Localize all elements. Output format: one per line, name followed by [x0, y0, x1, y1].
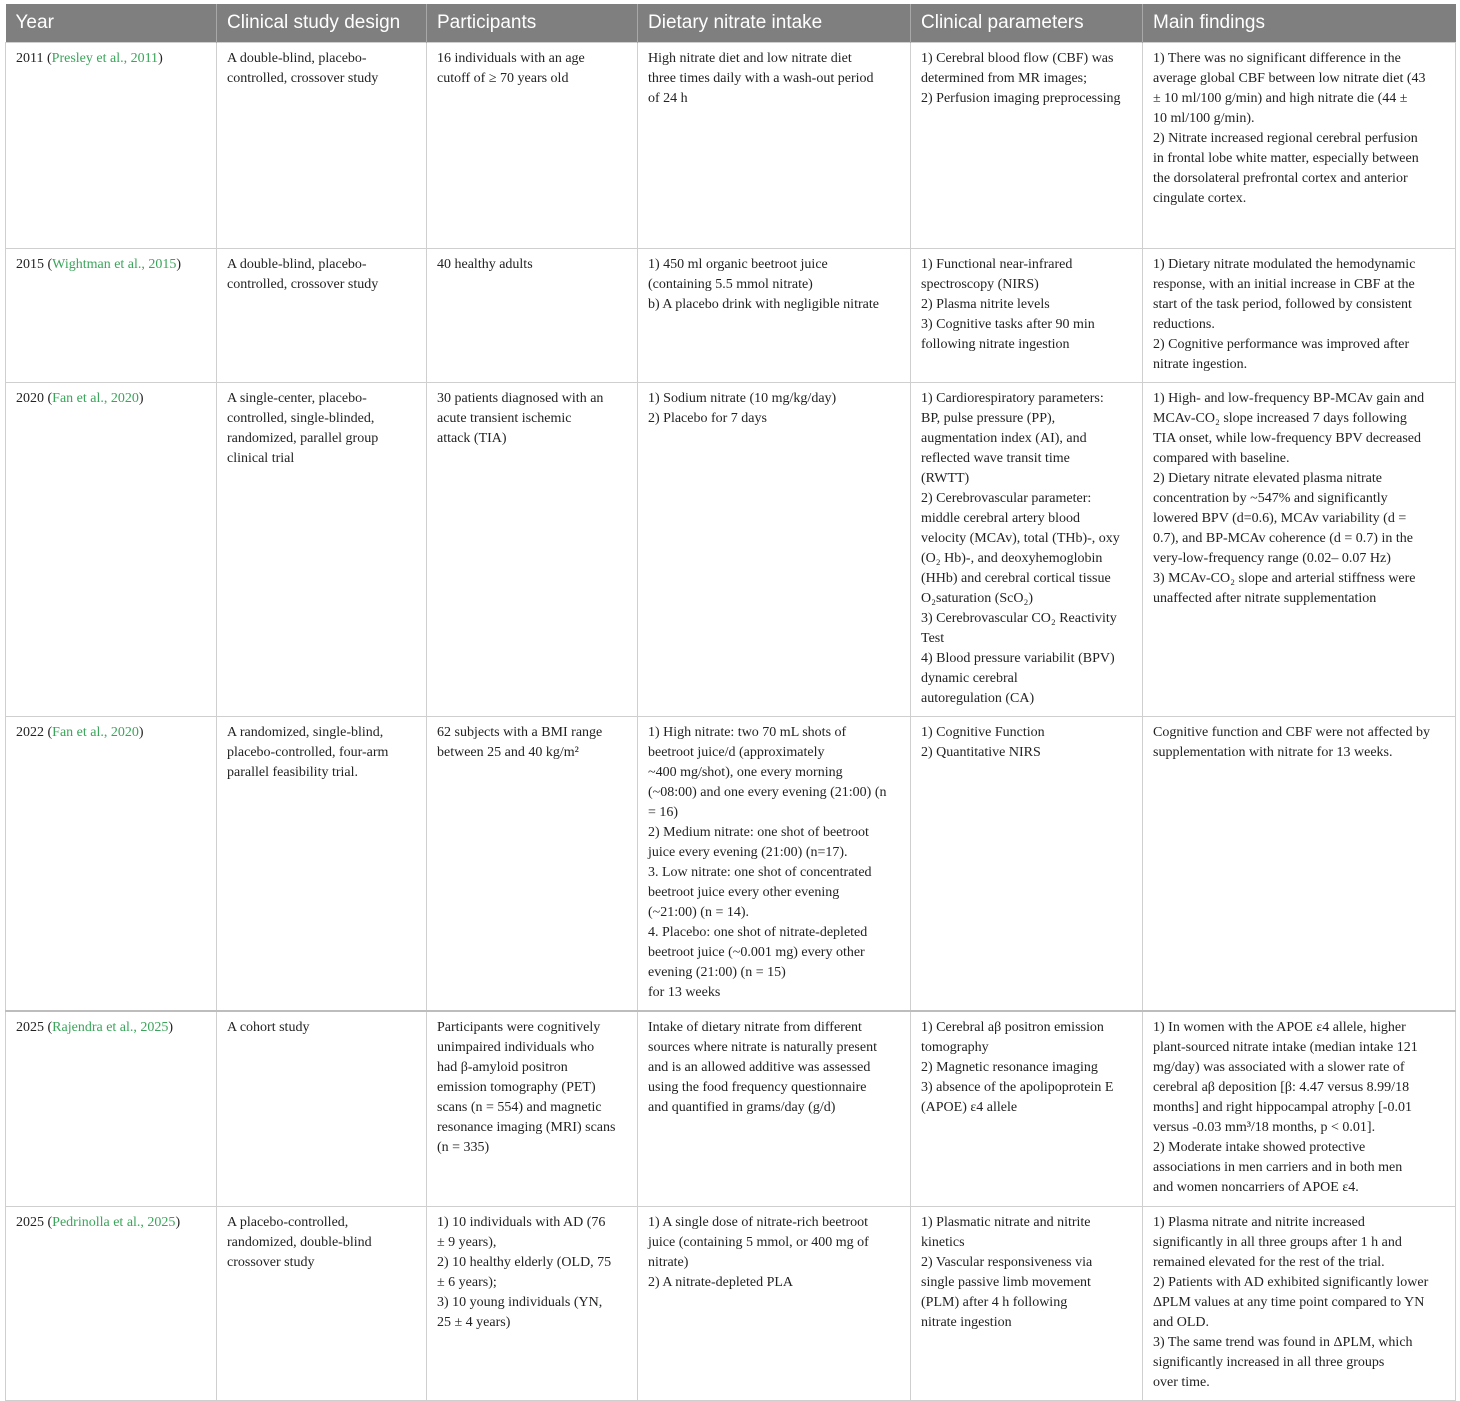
- cell-text-line: 1) High nitrate: two 70 mL shots of: [648, 725, 847, 740]
- cell-text-line: 3) 10 young individuals (YN,: [437, 1295, 603, 1310]
- cell-text-line: 2) Magnetic resonance imaging: [921, 1059, 1098, 1075]
- citation-link[interactable]: Presley et al., 2011: [51, 51, 159, 66]
- cell-text-line: 2) Moderate intake showed protective: [1153, 1139, 1366, 1155]
- cell-text-line: had β-amyloid positron: [437, 1059, 568, 1075]
- cell-text-line: 16 individuals with an age: [437, 51, 585, 66]
- table-header: [6, 4, 1456, 43]
- cell-text-line: 2) Vascular responsiveness via: [921, 1255, 1093, 1270]
- cell-text-line: between 25 and 40 kg/m²: [437, 745, 579, 760]
- citation-link[interactable]: Fan et al., 2020: [52, 725, 139, 740]
- cell-text-line: High nitrate diet and low nitrate diet: [648, 51, 852, 66]
- cell-text-line: using the food frequency questionnaire: [648, 1079, 867, 1095]
- intake-cell: [638, 383, 911, 717]
- parameters-cell: [911, 249, 1143, 383]
- cell-text-line: MCAv-CO₂ slope increased 7 days following: [1153, 411, 1407, 426]
- cell-text-line: 2) Dietary nitrate elevated plasma nitrate: [1153, 471, 1382, 486]
- design-cell: [217, 717, 427, 1011]
- header-year: Year: [6, 4, 217, 43]
- year-value: 2020: [16, 391, 44, 406]
- year-value: 2025: [16, 1019, 44, 1035]
- cell-text-line: 1) There was no significant difference in the: [1153, 51, 1401, 66]
- findings-cell: [1143, 249, 1456, 383]
- cell-text-line: ~400 mg/shot), one every morning: [648, 765, 843, 780]
- cell-text-line: 3) Cerebrovascular CO₂ Reactivity: [921, 611, 1117, 626]
- cell-text-line: 3) absence of the apolipoprotein E: [921, 1079, 1114, 1095]
- findings-cell: [1143, 43, 1456, 249]
- cell-text-line: significantly in all three groups after 1 h and: [1153, 1235, 1402, 1250]
- cell-text-line: cutoff of ≥ 70 years old: [437, 71, 569, 86]
- cell-text-line: reflected wave transit time: [921, 451, 1070, 466]
- cell-text-line: 10 ml/100 g/min).: [1153, 111, 1255, 126]
- cell-text-line: 30 patients diagnosed with an: [437, 391, 604, 406]
- cell-text-line: 2) Nitrate increased regional cerebral perfusion: [1153, 131, 1418, 146]
- cell-text-line: in frontal lobe white matter, especially between: [1153, 151, 1419, 166]
- cell-text-line: nitrate ingestion.: [1153, 357, 1248, 372]
- participants-cell: [427, 43, 638, 249]
- cell-text-line: 1) High- and low-frequency BP-MCAv gain and: [1153, 391, 1425, 406]
- cell-text-line: over time.: [1153, 1375, 1210, 1390]
- design-cell: [217, 249, 427, 383]
- cell-text-line: (PLM) after 4 h following: [921, 1295, 1068, 1310]
- cell-text-line: nitrate ingestion: [921, 1315, 1012, 1330]
- cell-text-line: 2) Patients with AD exhibited significantly lower: [1153, 1275, 1429, 1290]
- cell-text-line: Test: [921, 631, 945, 646]
- cell-text-line: 1) A single dose of nitrate-rich beetroot: [648, 1215, 869, 1230]
- cell-text-line: 1) Dietary nitrate modulated the hemodynamic: [1153, 257, 1416, 272]
- cell-text-line: 1) Sodium nitrate (10 mg/kg/day): [648, 391, 837, 406]
- cell-text-line: 2) Perfusion imaging preprocessing: [921, 91, 1121, 106]
- cell-text-line: resonance imaging (MRI) scans: [437, 1119, 616, 1135]
- cell-text-line: (~08:00) and one every evening (21:00) (n: [648, 785, 887, 800]
- cell-text-line: 4) Blood pressure variabilit (BPV): [921, 651, 1115, 666]
- header-design: Clinical study design: [217, 4, 427, 43]
- cell-text-line: (~21:00) (n = 14).: [648, 905, 750, 920]
- cell-text-line: A cohort study: [227, 1019, 310, 1035]
- cell-text-line: A double-blind, placebo-: [227, 51, 367, 66]
- intake-cell: [638, 717, 911, 1011]
- cell-text-line: augmentation index (AI), and: [921, 431, 1087, 446]
- cell-text-line: (containing 5.5 mmol nitrate): [648, 277, 813, 292]
- cell-text-line: spectroscopy (NIRS): [921, 277, 1039, 292]
- parameters-cell: [911, 383, 1143, 717]
- cell-text-line: of 24 h: [648, 91, 688, 106]
- year-value: 2025: [16, 1215, 44, 1230]
- cell-text-line: reductions.: [1153, 317, 1215, 332]
- cell-text-line: b) A placebo drink with negligible nitrate: [648, 297, 879, 312]
- header-parameters: Clinical parameters: [911, 4, 1143, 43]
- findings-cell: [1143, 1207, 1456, 1401]
- cell-text-line: 1) Cerebral aβ positron emission: [921, 1019, 1104, 1035]
- cell-text-line: controlled, single-blinded,: [227, 411, 375, 426]
- cell-text-line: (O₂ Hb)-, and deoxyhemoglobin: [921, 551, 1103, 566]
- cell-text-line: crossover study: [227, 1255, 315, 1270]
- year-cell: 2015 (Wightman et al., 2015): [6, 249, 217, 383]
- participants-cell: [427, 1207, 638, 1401]
- cell-text-line: cingulate cortex.: [1153, 191, 1247, 206]
- intake-cell: [638, 1207, 911, 1401]
- table-row: [6, 1011, 1456, 1207]
- table-row: [6, 1207, 1456, 1401]
- cell-text-line: plant-sourced nitrate intake (median intake 121: [1153, 1039, 1418, 1055]
- cell-text-line: ± 6 years);: [437, 1275, 497, 1290]
- cell-text-line: 1) 10 individuals with AD (76: [437, 1215, 606, 1230]
- cell-text-line: emission tomography (PET): [437, 1079, 596, 1095]
- cell-text-line: 25 ± 4 years): [437, 1315, 511, 1330]
- parameters-cell: [911, 717, 1143, 1011]
- intake-cell: [638, 1011, 911, 1207]
- parameters-cell: [911, 43, 1143, 249]
- cell-text-line: controlled, crossover study: [227, 277, 379, 292]
- cell-text-line: lowered BPV (d=0.6), MCAv variability (d =: [1153, 511, 1407, 526]
- cell-text-line: (HHb) and cerebral cortical tissue: [921, 571, 1111, 586]
- cell-text-line: acute transient ischemic: [437, 411, 572, 426]
- year-cell: 2020 (Fan et al., 2020): [6, 383, 217, 717]
- cell-text-line: randomized, double-blind: [227, 1235, 372, 1250]
- cell-text-line: average global CBF between low nitrate diet (43: [1153, 71, 1426, 86]
- cell-text-line: controlled, crossover study: [227, 71, 379, 86]
- cell-text-line: 1) Plasma nitrate and nitrite increased: [1153, 1215, 1365, 1230]
- design-cell: [217, 383, 427, 717]
- cell-text-line: sources where nitrate is naturally present: [648, 1039, 877, 1055]
- cell-text-line: tomography: [921, 1039, 989, 1055]
- table-row: [6, 383, 1456, 717]
- cell-text-line: randomized, parallel group: [227, 431, 379, 446]
- cell-text-line: scans (n = 554) and magnetic: [437, 1099, 602, 1115]
- cell-text-line: significantly increased in all three groups: [1153, 1355, 1385, 1370]
- cell-text-line: Participants were cognitively: [437, 1019, 601, 1035]
- cell-text-line: 1) Functional near-infrared: [921, 257, 1073, 272]
- cell-text-line: and women noncarriers of APOE ε4.: [1153, 1179, 1359, 1195]
- design-cell: [217, 1011, 427, 1207]
- cell-text-line: mg/day) was associated with a slower rate of: [1153, 1059, 1405, 1075]
- cell-text-line: beetroot juice every other evening: [648, 885, 840, 900]
- cell-text-line: associations in men carriers and in both men: [1153, 1159, 1403, 1175]
- cell-text-line: 40 healthy adults: [437, 257, 533, 272]
- year-cell: 2025 (Rajendra et al., 2025): [6, 1011, 217, 1207]
- cell-text-line: O₂saturation (ScO₂): [921, 591, 1034, 606]
- cell-text-line: remained elevated for the rest of the trial.: [1153, 1255, 1385, 1270]
- cell-text-line: Cognitive function and CBF were not affected by: [1153, 725, 1430, 740]
- cell-text-line: unaffected after nitrate supplementation: [1153, 591, 1377, 606]
- cell-text-line: concentration by ~547% and significantly: [1153, 491, 1388, 506]
- cell-text-line: Intake of dietary nitrate from different: [648, 1019, 862, 1035]
- cell-text-line: beetroot juice/d (approximately: [648, 745, 825, 760]
- cell-text-line: juice every evening (21:00) (n=17).: [648, 845, 848, 860]
- cell-text-line: 2) 10 healthy elderly (OLD, 75: [437, 1255, 612, 1270]
- cell-text-line: 1) Cerebral blood flow (CBF) was: [921, 51, 1114, 66]
- year-cell: 2011 (Presley et al., 2011): [6, 43, 217, 249]
- citation-link[interactable]: Fan et al., 2020: [52, 391, 139, 406]
- cell-text-line: single passive limb movement: [921, 1275, 1091, 1290]
- cell-text-line: 3. Low nitrate: one shot of concentrated: [648, 865, 872, 880]
- year-cell: 2025 (Pedrinolla et al., 2025): [6, 1207, 217, 1401]
- cell-text-line: three times daily with a wash-out period: [648, 71, 874, 86]
- cell-text-line: clinical trial: [227, 451, 295, 466]
- cell-text-line: A placebo-controlled,: [227, 1215, 349, 1230]
- cell-text-line: the dorsolateral prefrontal cortex and anterior: [1153, 171, 1408, 186]
- cell-text-line: cerebral aβ deposition [β: 4.47 versus 8.99/18: [1153, 1079, 1410, 1095]
- cell-text-line: autoregulation (CA): [921, 691, 1035, 706]
- cell-text-line: unimpaired individuals who: [437, 1039, 595, 1055]
- year-cell: 2022 (Fan et al., 2020): [6, 717, 217, 1011]
- parameters-cell: [911, 1207, 1143, 1401]
- year-value: 2011: [16, 51, 44, 66]
- cell-text-line: 2) Plasma nitrite levels: [921, 297, 1050, 312]
- cell-text-line: 2) Quantitative NIRS: [921, 745, 1041, 760]
- cell-text-line: start of the task period, followed by consistent: [1153, 297, 1412, 312]
- cell-text-line: ± 9 years),: [437, 1235, 497, 1250]
- design-cell: [217, 43, 427, 249]
- cell-text-line: 3) Cognitive tasks after 90 min: [921, 317, 1095, 332]
- year-value: 2022: [16, 725, 44, 740]
- cell-text-line: BP, pulse pressure (PP),: [921, 411, 1056, 426]
- participants-cell: [427, 717, 638, 1011]
- cell-text-line: 1) In women with the APOE ε4 allele, higher: [1153, 1019, 1406, 1035]
- cell-text-line: supplementation with nitrate for 13 weeks.: [1153, 745, 1393, 760]
- cell-text-line: for 13 weeks: [648, 985, 721, 1000]
- cell-text-line: ΔPLM values at any time point compared to YN: [1153, 1295, 1425, 1310]
- parameters-cell: [911, 1011, 1143, 1207]
- cell-text-line: dynamic cerebral: [921, 671, 1018, 686]
- cell-text-line: 2) Cognitive performance was improved after: [1153, 337, 1410, 352]
- cell-text-line: 1) Cognitive Function: [921, 725, 1045, 740]
- header-row: [6, 4, 1456, 43]
- participants-cell: [427, 383, 638, 717]
- table-body: [6, 43, 1456, 1401]
- cell-text-line: and quantified in grams/day (g/d): [648, 1099, 836, 1115]
- participants-cell: [427, 249, 638, 383]
- cell-text-line: A single-center, placebo-: [227, 391, 367, 406]
- study-table: [5, 4, 1456, 1401]
- table-row: [6, 249, 1456, 383]
- cell-text-line: kinetics: [921, 1235, 965, 1250]
- citation-link[interactable]: Rajendra et al., 2025: [52, 1019, 169, 1035]
- cell-text-line: and is an allowed additive was assessed: [648, 1059, 871, 1075]
- cell-text-line: 0.7), and BP-MCAv coherence (d = 0.7) in the: [1153, 531, 1413, 546]
- cell-text-line: attack (TIA): [437, 431, 507, 446]
- cell-text-line: parallel feasibility trial.: [227, 765, 359, 780]
- cell-text-line: compared with baseline.: [1153, 451, 1290, 466]
- citation-link[interactable]: Wightman et al., 2015: [52, 257, 177, 272]
- cell-text-line: 2) A nitrate-depleted PLA: [648, 1275, 794, 1290]
- cell-text-line: 4. Placebo: one shot of nitrate-depleted: [648, 925, 868, 940]
- cell-text-line: placebo-controlled, four-arm: [227, 745, 389, 760]
- cell-text-line: versus -0.03 mm³/18 months, p < 0.01].: [1153, 1119, 1376, 1135]
- cell-text-line: 3) MCAv-CO₂ slope and arterial stiffness were: [1153, 571, 1416, 586]
- table-row: [6, 717, 1456, 1011]
- cell-text-line: months] and right hippocampal atrophy [-0.01: [1153, 1099, 1412, 1115]
- cell-text-line: determined from MR images;: [921, 71, 1088, 86]
- cell-text-line: 1) Cardiorespiratory parameters:: [921, 391, 1104, 406]
- cell-text-line: and OLD.: [1153, 1315, 1209, 1330]
- cell-text-line: 1) 450 ml organic beetroot juice: [648, 257, 828, 272]
- intake-cell: [638, 43, 911, 249]
- cell-text-line: following nitrate ingestion: [921, 337, 1070, 352]
- cell-text-line: (RWTT): [921, 471, 970, 486]
- cell-text-line: nitrate): [648, 1255, 689, 1270]
- cell-text-line: 62 subjects with a BMI range: [437, 725, 603, 740]
- cell-text-line: evening (21:00) (n = 15): [648, 965, 786, 980]
- cell-text-line: A double-blind, placebo-: [227, 257, 367, 272]
- cell-text-line: ± 10 ml/100 g/min) and high nitrate die (44 ±: [1153, 91, 1408, 106]
- findings-cell: [1143, 383, 1456, 717]
- year-value: 2015: [16, 257, 44, 272]
- cell-text-line: beetroot juice (~0.001 mg) every other: [648, 945, 865, 960]
- cell-text-line: = 16): [648, 805, 679, 820]
- citation-link[interactable]: Pedrinolla et al., 2025: [52, 1215, 176, 1230]
- cell-text-line: (n = 335): [437, 1139, 490, 1155]
- table-row: [6, 43, 1456, 249]
- cell-text-line: middle cerebral artery blood: [921, 511, 1080, 526]
- participants-cell: [427, 1011, 638, 1207]
- header-findings: Main findings: [1143, 4, 1456, 43]
- cell-text-line: (APOE) ε4 allele: [921, 1099, 1018, 1115]
- cell-text-line: very-low-frequency range (0.02– 0.07 Hz): [1153, 551, 1391, 566]
- cell-text-line: 2) Cerebrovascular parameter:: [921, 491, 1092, 506]
- cell-text-line: 3) The same trend was found in ΔPLM, which: [1153, 1335, 1413, 1350]
- study-table-container: [5, 4, 1455, 1401]
- intake-cell: [638, 249, 911, 383]
- cell-text-line: 2) Medium nitrate: one shot of beetroot: [648, 825, 869, 840]
- cell-text-line: A randomized, single-blind,: [227, 725, 384, 740]
- cell-text-line: TIA onset, while low-frequency BPV decreased: [1153, 431, 1421, 446]
- cell-text-line: 2) Placebo for 7 days: [648, 411, 767, 426]
- header-participants: Participants: [427, 4, 638, 43]
- cell-text-line: velocity (MCAv), total (THb)-, oxy: [921, 531, 1120, 546]
- cell-text-line: 1) Plasmatic nitrate and nitrite: [921, 1215, 1091, 1230]
- cell-text-line: juice (containing 5 mmol, or 400 mg of: [648, 1235, 869, 1250]
- findings-cell: [1143, 1011, 1456, 1207]
- header-intake: Dietary nitrate intake: [638, 4, 911, 43]
- design-cell: [217, 1207, 427, 1401]
- findings-cell: [1143, 717, 1456, 1011]
- cell-text-line: response, with an initial increase in CBF at the: [1153, 277, 1415, 292]
